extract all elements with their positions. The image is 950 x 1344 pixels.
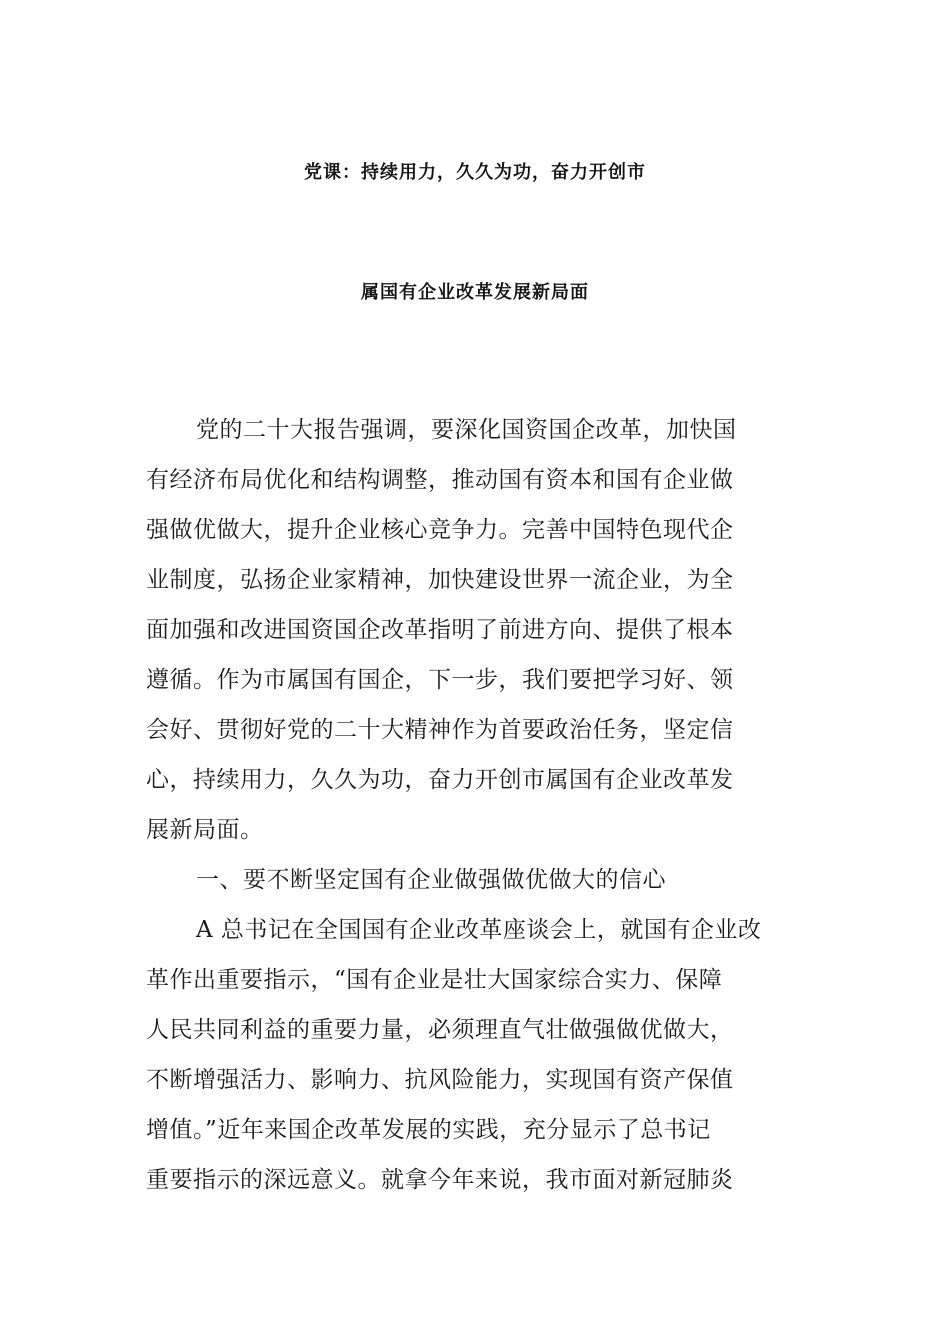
- document-title-line-1: 党课：持续用力，久久为功，奋力开创市: [304, 162, 646, 183]
- section-heading: 一、要不断坚定国有企业做强做优做大的信心: [196, 867, 666, 893]
- body-line: 心，持续用力，久久为功，奋力开创市属国有企业改革发: [146, 767, 734, 793]
- body-line: 革作出重要指示，“国有企业是壮大国家综合实力、保障: [146, 967, 723, 993]
- body-line: 面加强和改进国资国企改革指明了前进方向、提供了根本: [146, 617, 734, 643]
- body-line: 有经济布局优化和结构调整，推动国有资本和国有企业做: [146, 467, 734, 493]
- body-line: 会好、贯彻好党的二十大精神作为首要政治任务，坚定信: [146, 717, 734, 743]
- body-line: 增值。”近年来国企改革发展的实践，充分显示了总书记: [146, 1117, 711, 1143]
- body-line: 党的二十大报告强调，要深化国资国企改革，加快国: [196, 417, 737, 443]
- body-line: 人民共同利益的重要力量，必须理直气壮做强做优做大，: [146, 1017, 734, 1043]
- document-title-line-2: 属国有企业改革发展新局面: [361, 282, 589, 303]
- body-line: 重要指示的深远意义。就拿今年来说，我市面对新冠肺炎: [146, 1167, 734, 1193]
- body-line: 遵循。作为市属国有国企，下一步，我们要把学习好、领: [146, 667, 734, 693]
- body-line: 强做优做大，提升企业核心竞争力。完善中国特色现代企: [146, 517, 734, 543]
- body-line: 业制度，弘扬企业家精神，加快建设世界一流企业，为全: [146, 567, 734, 593]
- body-line: 不断增强活力、影响力、抗风险能力，实现国有资产保值: [146, 1067, 734, 1093]
- body-line: 展新局面。: [146, 817, 264, 843]
- body-line: A 总书记在全国国有企业改革座谈会上，就国有企业改: [196, 917, 762, 943]
